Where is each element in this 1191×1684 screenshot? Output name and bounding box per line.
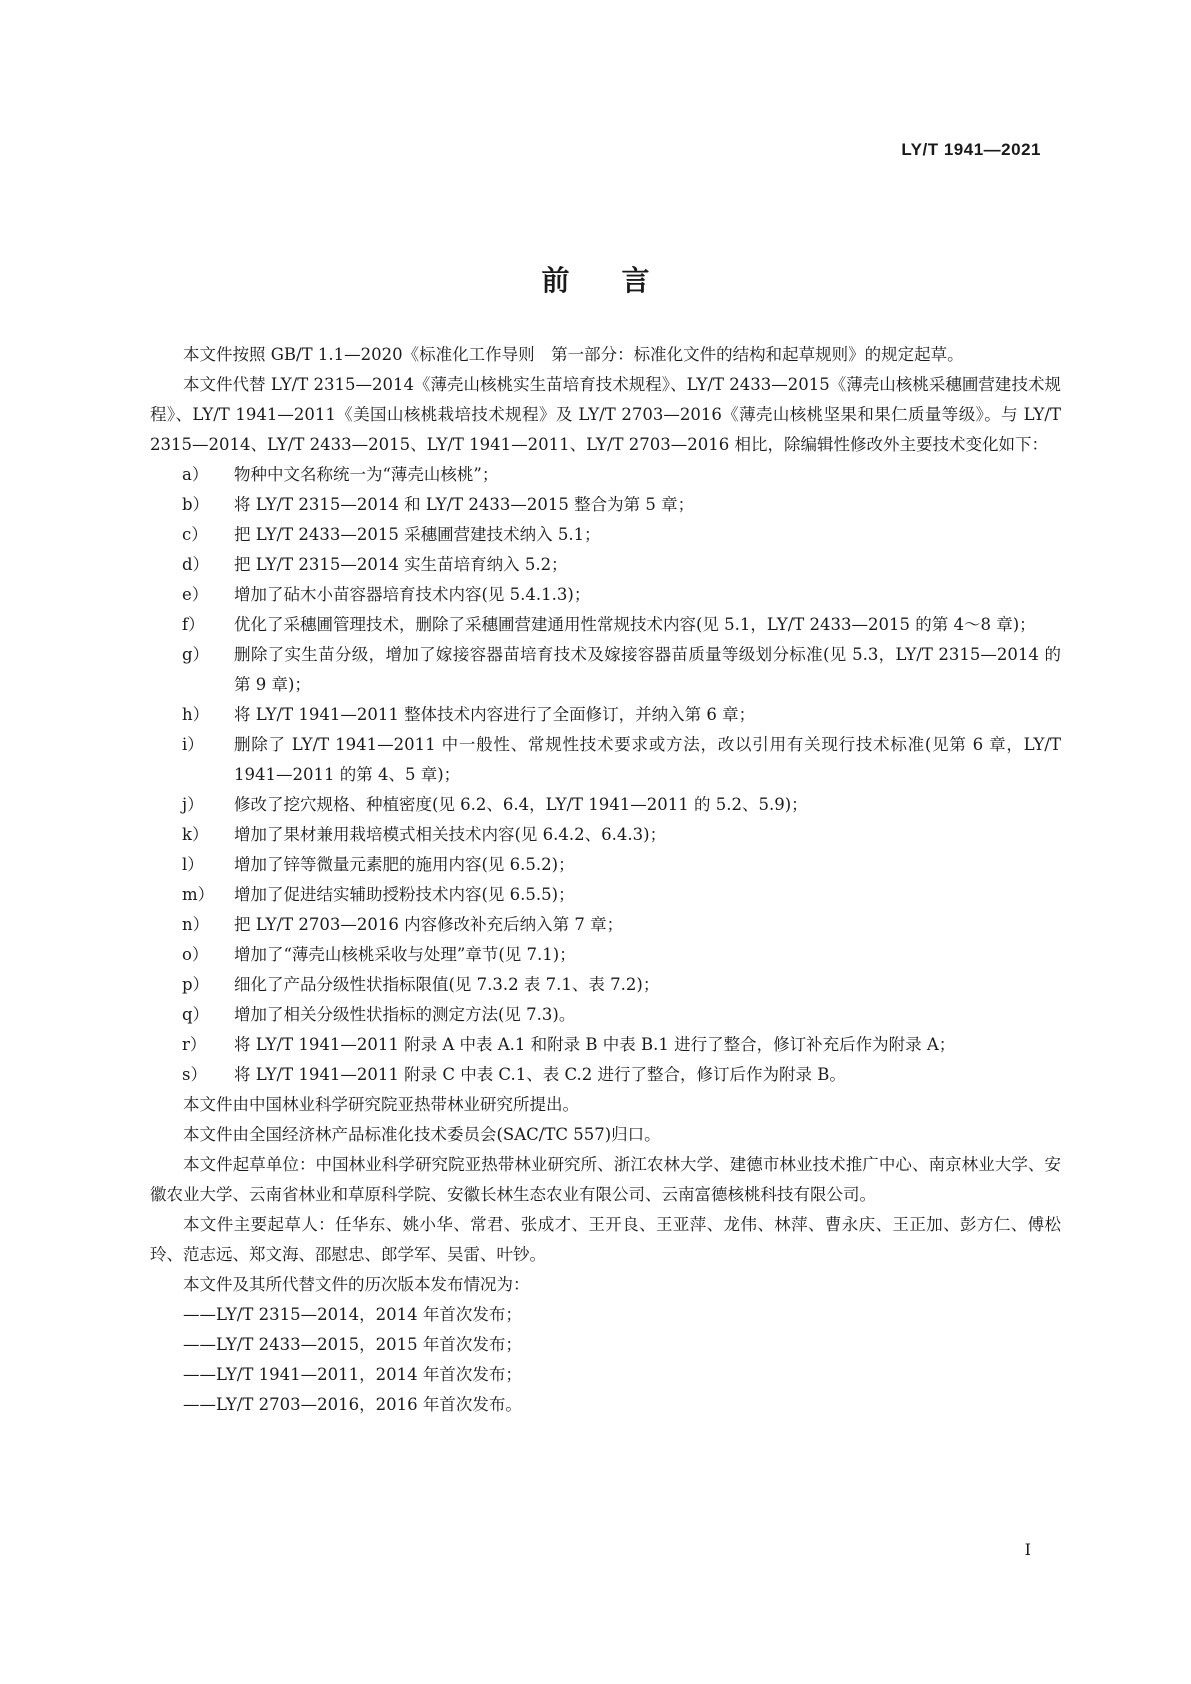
list-text: 增加了相关分级性状指标的测定方法(见 7.3)。 <box>234 1005 576 1024</box>
list-marker: n） <box>182 915 210 934</box>
list-marker: q） <box>182 1005 210 1024</box>
list-marker: a） <box>182 465 209 484</box>
list-marker: o） <box>182 945 209 964</box>
list-text: 增加了促进结实辅助授粉技术内容(见 6.5.5)； <box>234 885 575 904</box>
list-item <box>150 820 1061 850</box>
list-item <box>150 850 1061 880</box>
list-marker: m） <box>182 885 215 904</box>
history-line: ——LY/T 1941—2011，2014 年首次发布； <box>183 1365 522 1384</box>
list-text: 增加了砧木小苗容器培育技术内容(见 5.4.1.3)； <box>234 585 591 604</box>
list-marker: k） <box>182 825 209 844</box>
list-item <box>150 910 1061 940</box>
paragraph: 本文件起草单位：中国林业科学研究院亚热带林业研究所、浙江农林大学、建德市林业技术推广中心、南京林业大学、安徽农业大学、云南省林业和草原科学院、安徽长林生态农业有限公司、云南富德核桃科技有限公司。 <box>150 1155 1061 1204</box>
list-text: 增加了“薄壳山核桃采收与处理”章节(见 7.1)； <box>234 945 576 964</box>
list-marker: h） <box>182 705 210 724</box>
list-marker: i） <box>182 735 204 754</box>
page-number: I <box>1024 1540 1031 1559</box>
list-item <box>150 640 1061 700</box>
list-text: 将 LY/T 1941—2011 整体技术内容进行了全面修订，并纳入第 6 章； <box>234 705 756 724</box>
list-text: 细化了产品分级性状指标限值(见 7.3.2 表 7.1、表 7.2)； <box>234 975 660 994</box>
paragraph: 本文件主要起草人：任华东、姚小华、常君、张成才、王开良、王亚萍、龙伟、林萍、曹永庆、王正加、彭方仁、傅松玲、范志远、郑文海、邵慰忠、郎学军、吴雷、叶钞。 <box>150 1215 1061 1264</box>
list-text: 删除了实生苗分级，增加了嫁接容器苗培育技术及嫁接容器苗质量等级划分标准(见 5.3，LY/T 2315—2014 的第 9 章)； <box>234 645 1061 694</box>
history-line: ——LY/T 2433—2015，2015 年首次发布； <box>183 1335 522 1354</box>
list-text: 优化了采穗圃管理技术，删除了采穗圃营建通用性常规技术内容(见 5.1，LY/T 2433—2015 的第 4～8 章)； <box>234 615 1036 634</box>
list-marker: p） <box>182 975 210 994</box>
list-text: 把 LY/T 2703—2016 内容修改补充后纳入第 7 章； <box>234 915 624 934</box>
list-item <box>150 580 1061 610</box>
list-item <box>150 940 1061 970</box>
list-item <box>150 700 1061 730</box>
list-item <box>150 490 1061 520</box>
change-list <box>150 460 1061 1090</box>
list-marker: e） <box>182 585 209 604</box>
list-marker: c） <box>182 525 208 544</box>
list-marker: b） <box>182 495 210 514</box>
list-marker: l） <box>182 855 204 874</box>
list-item <box>150 460 1061 490</box>
list-marker: s） <box>182 1065 207 1084</box>
list-marker: d） <box>182 555 210 574</box>
list-item <box>150 1060 1061 1090</box>
list-item <box>150 1000 1061 1030</box>
list-text: 删除了 LY/T 1941—2011 中一般性、常规性技术要求或方法，改以引用有关现行技术标准(见第 6 章，LY/T 1941—2011 的第 4、5 章)； <box>234 735 1061 784</box>
list-text: 将 LY/T 1941—2011 附录 A 中表 A.1 和附录 B 中表 B.1 进行了整合，修订补充后作为附录 A； <box>234 1035 956 1054</box>
list-text: 把 LY/T 2433—2015 采穗圃营建技术纳入 5.1； <box>234 525 601 544</box>
paragraph: 本文件由全国经济林产品标准化技术委员会(SAC/TC 557)归口。 <box>183 1125 661 1144</box>
list-text: 将 LY/T 2315—2014 和 LY/T 2433—2015 整合为第 5 章； <box>234 495 695 514</box>
list-item <box>150 790 1061 820</box>
list-text: 把 LY/T 2315—2014 实生苗培育纳入 5.2； <box>234 555 568 574</box>
list-item <box>150 520 1061 550</box>
page-title: 前言 <box>541 263 702 297</box>
list-text: 物种中文名称统一为“薄壳山核桃”； <box>234 465 499 484</box>
list-item <box>150 730 1061 790</box>
list-item <box>150 880 1061 910</box>
list-text: 将 LY/T 1941—2011 附录 C 中表 C.1、表 C.2 进行了整合，修订后作为附录 B。 <box>234 1065 846 1084</box>
list-marker: r） <box>182 1035 207 1054</box>
paragraph: 本文件及其所代替文件的历次版本发布情况为： <box>183 1275 530 1294</box>
paragraph: 本文件代替 LY/T 2315—2014《薄壳山核桃实生苗培育技术规程》、LY/T 2433—2015《薄壳山核桃采穗圃营建技术规程》、LY/T 1941—2011《美国山核桃栽培技术规程》及 LY/T 2703—2016《薄壳山核桃坚果和果仁质量等级》。与 LY/T 2315—2014、LY/T 2433—2015、LY/T 1941—2011、LY/T 2703—2016 相比，除编辑性修改外主要技术变化如下： <box>150 375 1061 454</box>
list-marker: j） <box>182 795 204 814</box>
history-line: ——LY/T 2315—2014，2014 年首次发布； <box>183 1305 522 1324</box>
list-text: 修改了挖穴规格、种植密度(见 6.2、6.4，LY/T 1941—2011 的 5.2、5.9)； <box>234 795 808 814</box>
list-item <box>150 1030 1061 1060</box>
foreword-body <box>150 340 1061 1420</box>
list-marker: f） <box>182 615 205 634</box>
paragraph: 本文件按照 GB/T 1.1—2020《标准化工作导则 第一部分：标准化文件的结构和起草规则》的规定起草。 <box>183 345 964 364</box>
list-text: 增加了果材兼用栽培模式相关技术内容(见 6.4.2、6.4.3)； <box>234 825 667 844</box>
history-line: ——LY/T 2703—2016，2016 年首次发布。 <box>183 1395 522 1414</box>
list-marker: g） <box>182 645 210 664</box>
list-item <box>150 610 1061 640</box>
list-item <box>150 550 1061 580</box>
list-item <box>150 970 1061 1000</box>
paragraph: 本文件由中国林业科学研究院亚热带林业研究所提出。 <box>183 1095 579 1114</box>
document-code: LY/T 1941—2021 <box>901 140 1041 159</box>
list-text: 增加了锌等微量元素肥的施用内容(见 6.5.2)； <box>234 855 575 874</box>
